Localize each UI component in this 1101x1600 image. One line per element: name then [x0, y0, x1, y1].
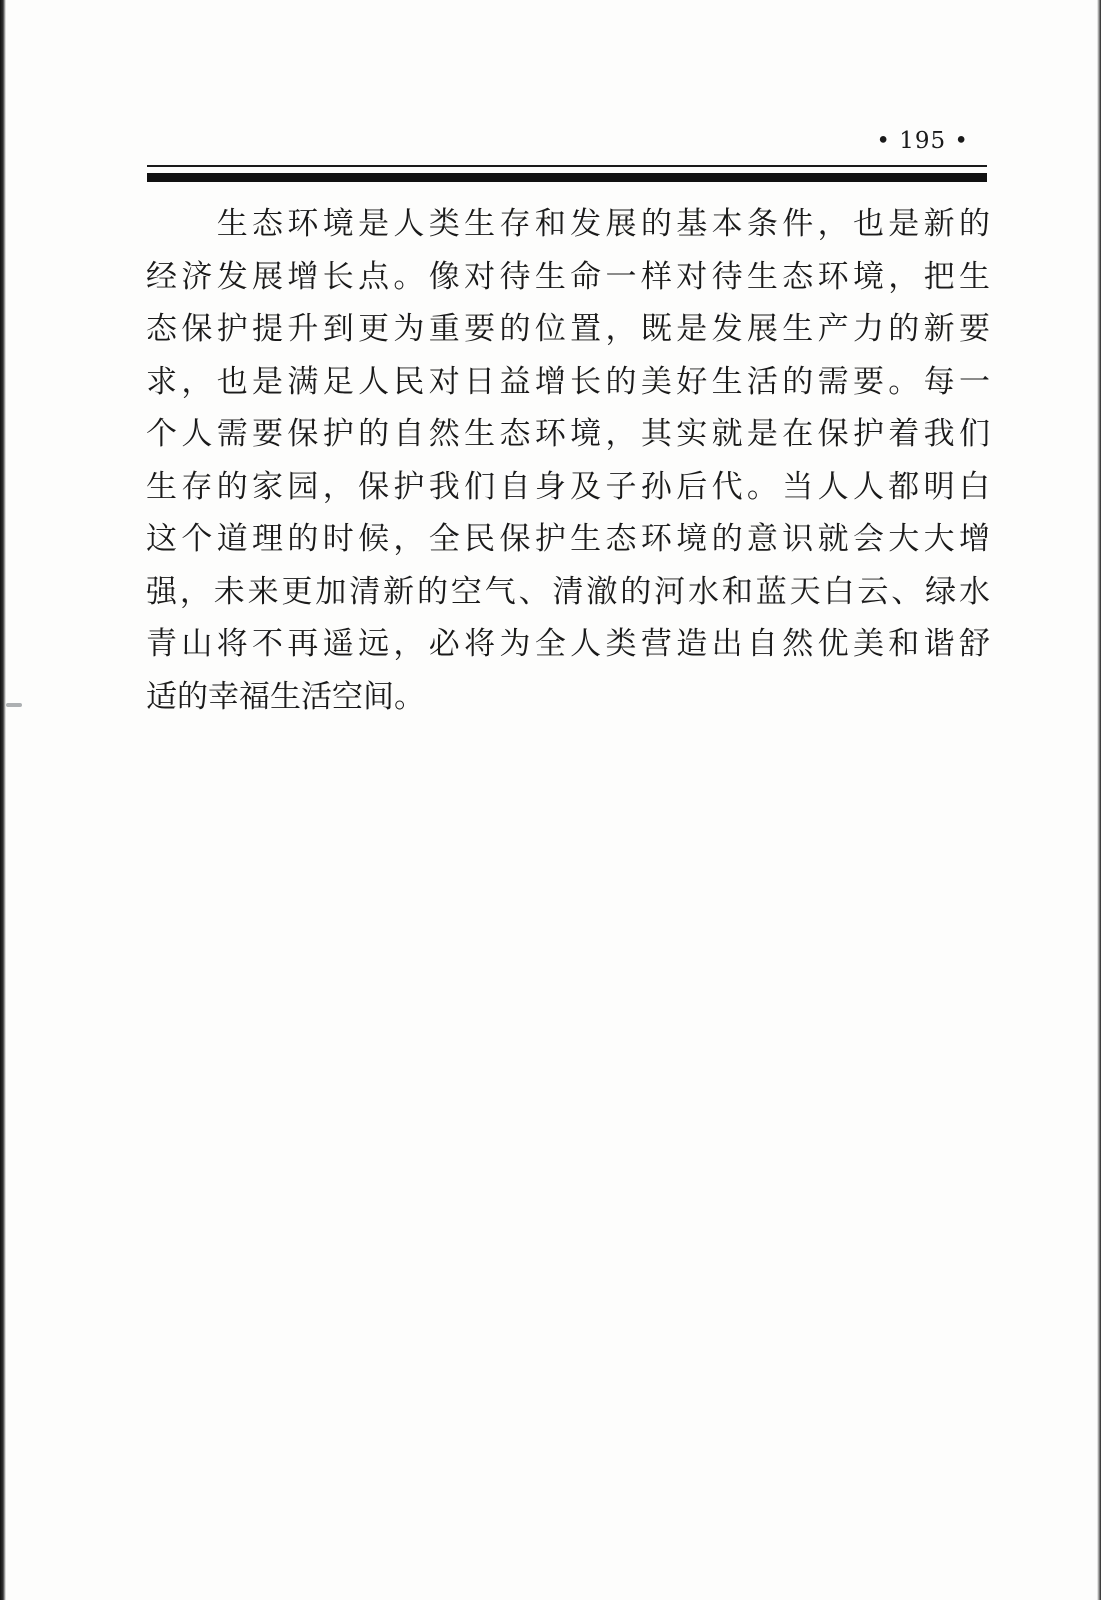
scan-edge-left [0, 0, 6, 1600]
text-line: 个人需要保护的自然生态环境，其实就是在保护着我们 [146, 416, 990, 452]
running-head [0, 128, 1101, 168]
text-line: 态保护提升到更为重要的位置，既是发展生产力的新要 [146, 311, 990, 347]
text-line: 生存的家园，保护我们自身及子孙后代。当人人都明白 [146, 468, 990, 505]
page-number: • 195 • [876, 128, 969, 154]
header-rule-thick [147, 173, 987, 182]
scan-edge-right [1097, 0, 1101, 1600]
body-paragraph [146, 198, 990, 723]
text-line: 强，未来更加清新的空气、清澈的河水和蓝天白云、绿水 [146, 573, 990, 610]
scan-mark [6, 703, 22, 707]
header-rule-thin [147, 165, 987, 167]
text-line: 生态环境是人类生存和发展的基本条件，也是新的 [146, 206, 990, 242]
text-line: 这个道理的时候，全民保护生态环境的意识就会大大增 [146, 521, 990, 557]
text-line-last: 适的幸福生活空间。 [146, 678, 425, 715]
text-line: 经济发展增长点。像对待生命一样对待生态环境，把生 [146, 258, 990, 295]
text-line: 青山将不再遥远，必将为全人类营造出自然优美和谐舒 [146, 626, 990, 662]
text-line: 求，也是满足人民对日益增长的美好生活的需要。每一 [146, 363, 990, 400]
